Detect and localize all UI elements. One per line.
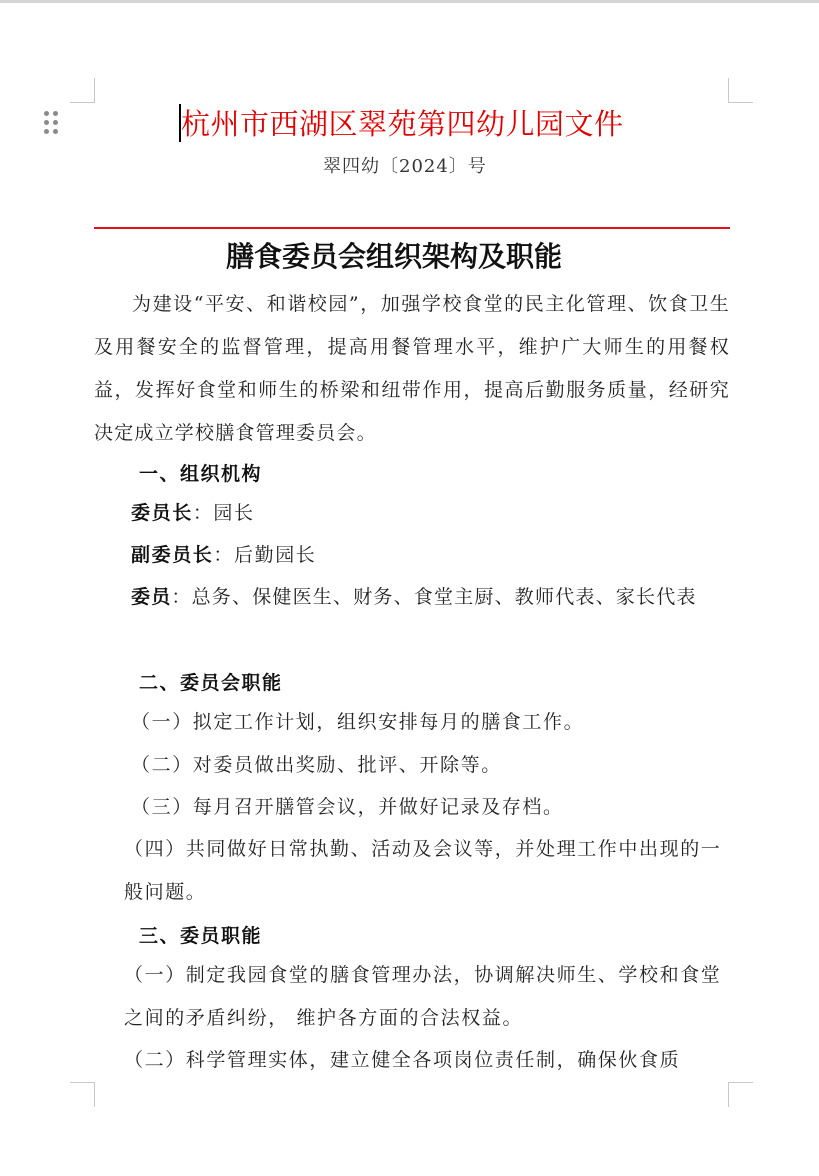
vice-chair-line[interactable]: [131, 534, 730, 577]
section-heading-member-functions[interactable]: 三、委员职能: [139, 925, 263, 947]
margin-corner-bottom-left: [70, 1082, 95, 1107]
document-number[interactable]: 翠四幼〔2024〕号: [323, 156, 487, 177]
document-title[interactable]: 膳食委员会组织架构及职能: [226, 240, 563, 273]
member-function-item[interactable]: （一）制定我园食堂的膳食管理办法，协调解决师生、学校和食堂之间的矛盾纠纷， 维护各方面的合法权益。: [124, 964, 722, 1029]
committee-function-item[interactable]: （三）每月召开膳管会议，并做好记录及存档。: [131, 796, 564, 818]
vice-chair-label: 副委员长: [131, 544, 214, 566]
text-cursor: [179, 104, 181, 142]
section-heading-committee-functions[interactable]: 二、委员会职能: [139, 672, 283, 694]
members-line[interactable]: [94, 576, 730, 619]
section-heading-organization[interactable]: 一、组织机构: [139, 463, 263, 485]
committee-function-item[interactable]: （二）对委员做出奖励、批评、开除等。: [131, 754, 502, 776]
chair-label: 委员长: [131, 502, 193, 524]
margin-corner-top-left: [70, 78, 95, 103]
org-header-title[interactable]: 杭州市西湖区翠苑第四幼儿园文件: [181, 107, 624, 141]
members-label: 委员: [131, 586, 172, 608]
red-header-rule: [94, 227, 730, 229]
vice-chair-value: ：后勤园长: [213, 544, 317, 566]
committee-function-item[interactable]: （一）拟定工作计划，组织安排每月的膳食工作。: [131, 711, 585, 733]
page-top-border: [0, 0, 819, 3]
block-drag-handle-icon[interactable]: [44, 111, 60, 135]
margin-corner-top-right: [728, 78, 753, 103]
member-function-item[interactable]: （二）科学管理实体，建立健全各项岗位责任制，确保伙食质: [124, 1049, 681, 1071]
chair-line[interactable]: [131, 492, 730, 535]
margin-corner-bottom-right: [728, 1082, 753, 1107]
committee-function-item[interactable]: （四）共同做好日常执勤、活动及会议等，并处理工作中出现的一般问题。: [124, 838, 722, 903]
intro-paragraph[interactable]: 为建设“平安、和谐校园”，加强学校食堂的民主化管理、饮食卫生及用餐安全的监督管理，提高用餐管理水平，维护广大师生的用餐权益，发挥好食堂和师生的桥梁和纽带作用，提高后勤服务质量，经研究决定成立学校膳食管理委员会。: [94, 293, 730, 444]
members-value: ：总务、保健医生、财务、食堂主厨、教师代表、家长代表: [171, 586, 697, 608]
chair-value: ：园长: [192, 502, 255, 524]
